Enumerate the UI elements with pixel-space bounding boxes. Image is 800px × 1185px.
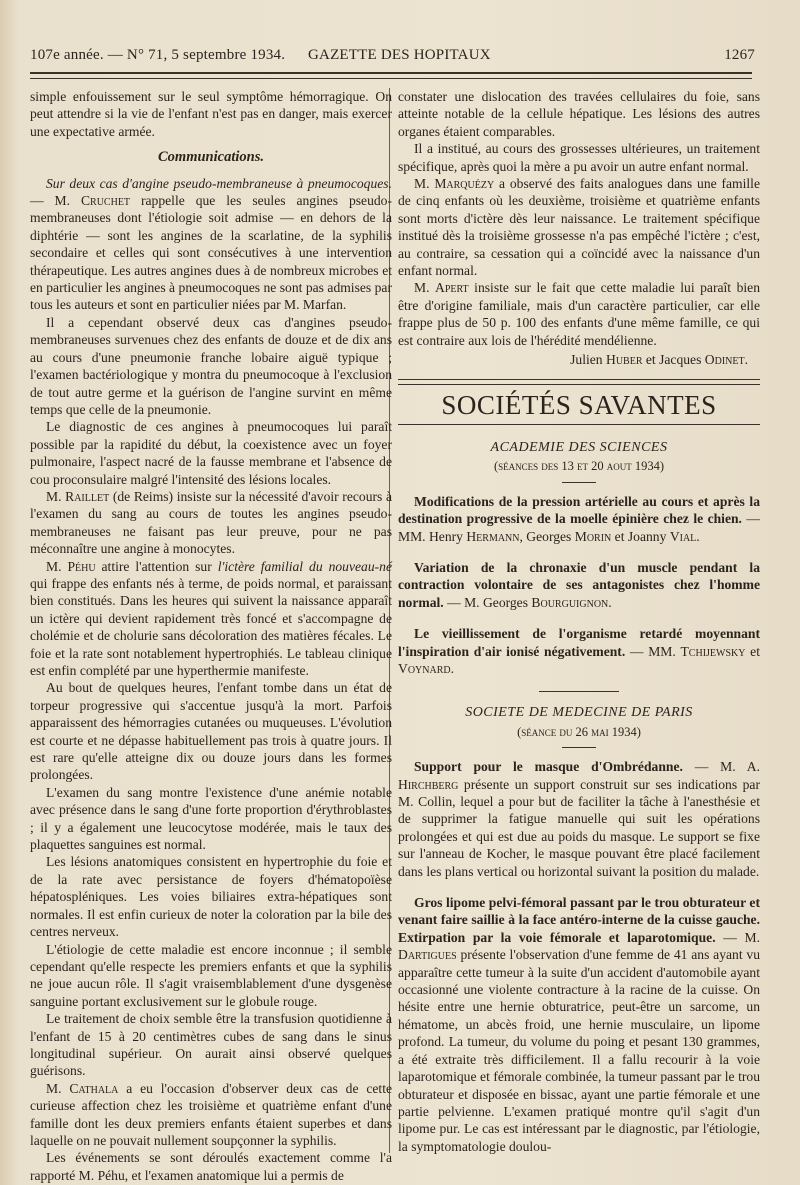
communication-title: Support pour le masque d'Ombrédanne. [414, 759, 683, 775]
section-title: Communications. [158, 149, 264, 166]
paragraph: L'étiologie de cette maladie est encore inconnue ; il semble cependant qu'elle respecte les premiers enfants et que la syphilis ne joue aucun rôle. Il s'agit vraisemblablement d'une dysgenèse sanguine portant exclusivement sur le globule rouge. [30, 941, 392, 1009]
header-rule-thin [30, 78, 752, 79]
communication-title: Variation de la chronaxie d'un muscle pendant la contraction volontaire de ses antagonistes chez l'homme normal. [398, 559, 760, 610]
section-separator [398, 379, 760, 385]
author-name: Voynard [398, 660, 451, 676]
entry-text: — M. [715, 929, 760, 945]
author-name: Vial [669, 528, 697, 544]
page-number: 1267 [724, 47, 755, 63]
paragraph: Il a institué, au cours des grossesses ultérieures, un traitement spécifique, après quoi la mère a pu avoir un autre enfant normal. [398, 141, 760, 174]
paragraph-text: rappelle que les seules angines pseudo-membraneuses dont l'étiologie soit admise — en dehors de la diphtérie — sont les angines de la scarlatine, de la syphilis secondaire et celles qui sont consécutives à une intervention thérapeutique. Les autres angines dues à de nombreux microbes et en particulier les angines à pneumocoques ne sont pas admises par tous les auteurs et sont en particulier niées par M. Marfan. [30, 193, 392, 313]
issue-info: 107e année. — N° 71, 5 septembre 1934. [30, 47, 286, 63]
short-rule [539, 691, 619, 692]
header-rule [30, 72, 752, 74]
paragraph-text: attire l'attention sur [95, 558, 218, 574]
paragraph: Le diagnostic de ces angines à pneumocoques lui paraît possible par la rapidité du début, la coexistence avec un foyer pulmonaire, l'aspect nacré de la fausse membrane et l'absence de cou proconsulaire malgré l'intensité des lésions locales. [30, 419, 392, 487]
entry-text: présente l'observation d'une femme de 41 ans ayant vu apparaître cette tumeur à la suite d'un accident d'automobile ayant occasionné une violente contracture à la racine de la cuisse. On hésite entre une hernie obturatrice, peut-être un sarcome, un hématome, un abcès froid, une hernie musculaire, un lipome profond. La tumeur, du volume du poing et pesant 130 grammes, a été extraite très difficilement. Il a fallu recourir à la voie laparotomique et fémorale combinée, la tumeur passant par le trou obturateur et disposée en bissac, ayant une partie fémorale et une partie pelvienne. L'examen pratiqué montre qu'il s'agit d'un lipome pur. Le cas est intéressant par le diagnostic, par l'étiologie, la symptomatologie doulou- [398, 947, 760, 1154]
society-title: ACADEMIE DES SCIENCES [490, 439, 668, 455]
communication-title: Gros lipome pelvi-fémoral passant par le trou obturateur et venant faire saillie à la face antéro-interne de la cuisse gauche. Extirpation par la voie fémorale et laparotomique. [398, 895, 760, 945]
session-date: (séances des 13 et 20 aout 1934) [493, 459, 665, 474]
communication-title: Modifications de la pression artérielle au cours et après la destination progressive de la moelle épinière chez le chien. [398, 493, 760, 527]
communication-title: Le vieillissement de l'organisme retardé moyennant l'inspiration d'air ionisé négativement. [398, 626, 760, 659]
article-title: Sur deux cas d'angine pseudo-membraneuse à pneumocoques. [46, 175, 392, 191]
author-name: Morin [574, 528, 612, 544]
communication-entry [398, 894, 760, 1155]
publication-title: GAZETTE DES HOPITAUX [308, 47, 491, 63]
paragraph: M. Cathala a eu l'occasion d'observer deux cas de cette curieuse affection chez les troisième et quatrième enfant d'une famille dont les deux premiers enfants étaient superbes et dans laquelle on ne pouvait nullement soupçonner la syphilis. [30, 1080, 392, 1148]
entry-text: — M. Georges [443, 594, 532, 610]
author-name: Hermann [466, 528, 520, 544]
entry-text: et [745, 643, 760, 659]
entry-text: — MM. Henry [398, 511, 760, 544]
author-name: Tchijewsky [680, 643, 746, 659]
author-name: Odinet [704, 352, 745, 368]
paragraph: M. Marquézy a observé des faits analogues dans une famille de cinq enfants où les deuxième, troisième et quatrième enfants sont morts d'ictère dès leur naissance. Le traitement spécifique institué dès la troisième grossesse n'a pas empêché l'ictère ; c'est, au contraire, sa cessation qui a coïncidé avec la naissance d'un enfant normal. [398, 176, 760, 279]
short-rule [562, 747, 596, 748]
author-name: Péhu [67, 558, 96, 574]
author-name: Hirchberg [398, 776, 459, 792]
paragraph: Les lésions anatomiques consistent en hypertrophie du foie et de la rate avec persistance de foyers d'hématopoïèse hépatospléniques. Les voies biliaires extra-hépatiques sont normales. Il est enfin curieux de noter la coloration par la bile des centres nerveux. [30, 854, 392, 940]
author-name: Dartigues [398, 947, 457, 963]
paragraph: M. Péhu attire l'attention sur l'ictère familial du nouveau-né qui frappe des enfants nés à terme, de poids normal, et paraissant bien constitués. Dans les heures qui suivent la naissance apparaît un ictère qui devient rapidement très foncé et s'accompagne de cholémie et de cholurie sans décoloration des matières fécales. Le foie et la rate sont notablement hypertrophiés. Le tableau clinique est enfin complété par une hyperthermie manifeste. [30, 558, 392, 678]
paragraph: Les événements se sont déroulés exactement comme l'a rapporté M. Péhu, et l'examen anatomique lui a permis de [30, 1150, 392, 1183]
paragraph: Il a cependant observé deux cas d'angines pseudo-membraneuses survenues chez des enfants de douze et de dix ans au cours d'une pneumonie franche lobaire aiguë typique ; l'examen bactériologique y montra du pneumocoque à l'exclusion de tout autre germe et la guérison de l'angine survint en même temps que celle de la pneumonie. [30, 314, 392, 417]
signature-text: . [744, 352, 748, 368]
entry-text: . [450, 660, 455, 676]
paragraph: simple enfouissement sur le seul symptôme hémorragique. On peut attendre si la vie de l'enfant n'est pas en danger, mais exercer une expectative armée. [30, 89, 392, 139]
communication-entry [398, 758, 760, 880]
heading-rule [398, 424, 760, 425]
topic-title: l'ictère familial du nouveau-né [217, 558, 392, 574]
signature-text: Julien [570, 352, 606, 368]
author-name: Apert [435, 280, 469, 296]
communication-entry [398, 625, 760, 677]
short-rule [562, 482, 596, 483]
author-name: Bourguignon [531, 594, 609, 610]
paragraph: M. Apert insiste sur le fait que cette maladie lui paraît bien être d'origine familiale, mais d'un caractère particulier, car elle frappe plus de 50 p. 100 des enfants d'une même famille, ce qui est contraire aux lois de l'hérédité mendélienne. [398, 280, 760, 348]
left-column [30, 88, 392, 1184]
entry-text: présente un support construit sur ses indications par M. Collin, lequel a pour but de faciliter la tâche à l'anesthésie et de supprimer la fatigue manuelle qui suit les opérations prolongées et qui est due au poids du masque. Le support se fixe sur l'anneau de Kocher, le masque pouvant être placé facilement dans les plans vertical ou horizontal suivant la position du malade. [398, 776, 760, 879]
page-header [30, 47, 755, 69]
society-title: SOCIETE DE MEDECINE DE PARIS [465, 705, 693, 721]
communication-entry [398, 559, 760, 611]
author-name: Marquézy [434, 176, 495, 192]
paragraph-text: qui frappe des enfants nés à terme, de poids normal, et paraissant bien constitués. Dans les heures qui suivent la naissance apparaît un ictère qui devient rapidement très foncé et s'accompagne de cholémie et de cholurie sans décoloration des matières fécales. Le foie et la rate sont notablement hypertrophiés. Le tableau clinique est enfin complété par une hyperthermie manifeste. [30, 575, 392, 678]
communication-entry [398, 493, 760, 545]
paragraph: Le traitement de choix semble être la transfusion quotidienne à l'enfant de 15 à 20 centimètres cubes de sang dans le sinus longitudinal supérieur. On aurait ainsi observé quelques guérisons. [30, 1011, 392, 1079]
author-name: Huber [606, 352, 643, 368]
entry-text: . [696, 528, 700, 544]
entry-text: , Georges [519, 528, 575, 544]
paragraph: constater une dislocation des travées cellulaires du foie, sans atteinte notable de la cellule hépatique. Les lésions des autres organes étaient comparables. [398, 89, 760, 139]
paragraph: Sur deux cas d'angine pseudo-membraneuse à pneumocoques. — M. Cruchet rappelle que les seules angines pseudo-membraneuses dont l'étiologie soit admise — en dehors de la diphtérie — sont les angines de la scarlatine, de la syphilis secondaire et celles qui sont consécutives à une intervention thérapeutique. Les autres angines dues à de nombreux microbes et en particulier les angines à pneumocoques ne sont pas admises par tous les auteurs et sont en particulier niées par M. Marfan. [30, 175, 392, 313]
entry-text: — M. A. [682, 759, 760, 775]
author-name: Cathala [69, 1080, 119, 1096]
signature-text: et Jacques [642, 352, 705, 368]
paragraph-text: (de Reims) insiste sur la nécessité d'avoir recours à l'examen du sang au cours de toutes les angines pseudo-membraneuses ne faisant pas leur preuve, pour ne pas méconnaître une angine à monocytes. [30, 488, 392, 557]
paragraph-text: a observé des faits analogues dans une famille de cinq enfants où les deuxième, troisième et quatrième enfants sont morts d'ictère dès leur naissance. Le traitement spécifique institué dès la troisième grossesse n'a pas empêché l'ictère ; c'est, au contraire, sa cessation qui a coïncidé avec la naissance d'un enfant normal. [398, 176, 760, 279]
paragraph-text: insiste sur le fait que cette maladie lui paraît bien être d'origine familiale, mais d'un caractère particulier, car elle frappe plus de 50 p. 100 des enfants d'une même famille, ce qui est contraire aux lois de l'hérédité mendélienne. [398, 280, 760, 348]
paragraph-text: a eu l'occasion d'observer deux cas de cette curieuse affection chez les troisième et quatrième enfant d'une famille dont les deux premiers enfants étaient superbes et dans laquelle on ne pouvait nullement soupçonner la syphilis. [30, 1080, 392, 1148]
paragraph: L'examen du sang montre l'existence d'une anémie notable avec présence dans le sang d'une forte proportion d'érythroblastes ; il y a également une leucocytose modérée, mais le taux des plaquettes sanguines est normal. [30, 784, 392, 853]
paragraph: Au bout de quelques heures, l'enfant tombe dans un état de torpeur progressive qui s'accentue jusqu'à la mort. Parfois apparaissent des hémorragies cutanées ou muqueuses. L'évolution est courte et ne dépasse habituellement pas trois à quatre jours. Il est rare qu'elle atteigne dix ou douze jours dans les formes prolongées. [30, 680, 392, 783]
paragraph: M. Raillet (de Reims) insiste sur la nécessité d'avoir recours à l'examen du sang au cours de toutes les angines pseudo-membraneuses ne faisant pas leur preuve, pour ne pas méconnaître une angine à monocytes. [30, 488, 392, 557]
section-heading: SOCIÉTÉS SAVANTES [441, 389, 717, 420]
author-name: Cruchet [80, 193, 131, 209]
entry-text: — MM. [625, 643, 681, 659]
author-name: Raillet [65, 488, 110, 504]
entry-text: et Joanny [611, 528, 670, 544]
session-date: (séance du 26 mai 1934) [517, 724, 641, 739]
right-column [398, 88, 760, 1169]
signature [398, 351, 760, 368]
entry-text: . [608, 594, 612, 610]
